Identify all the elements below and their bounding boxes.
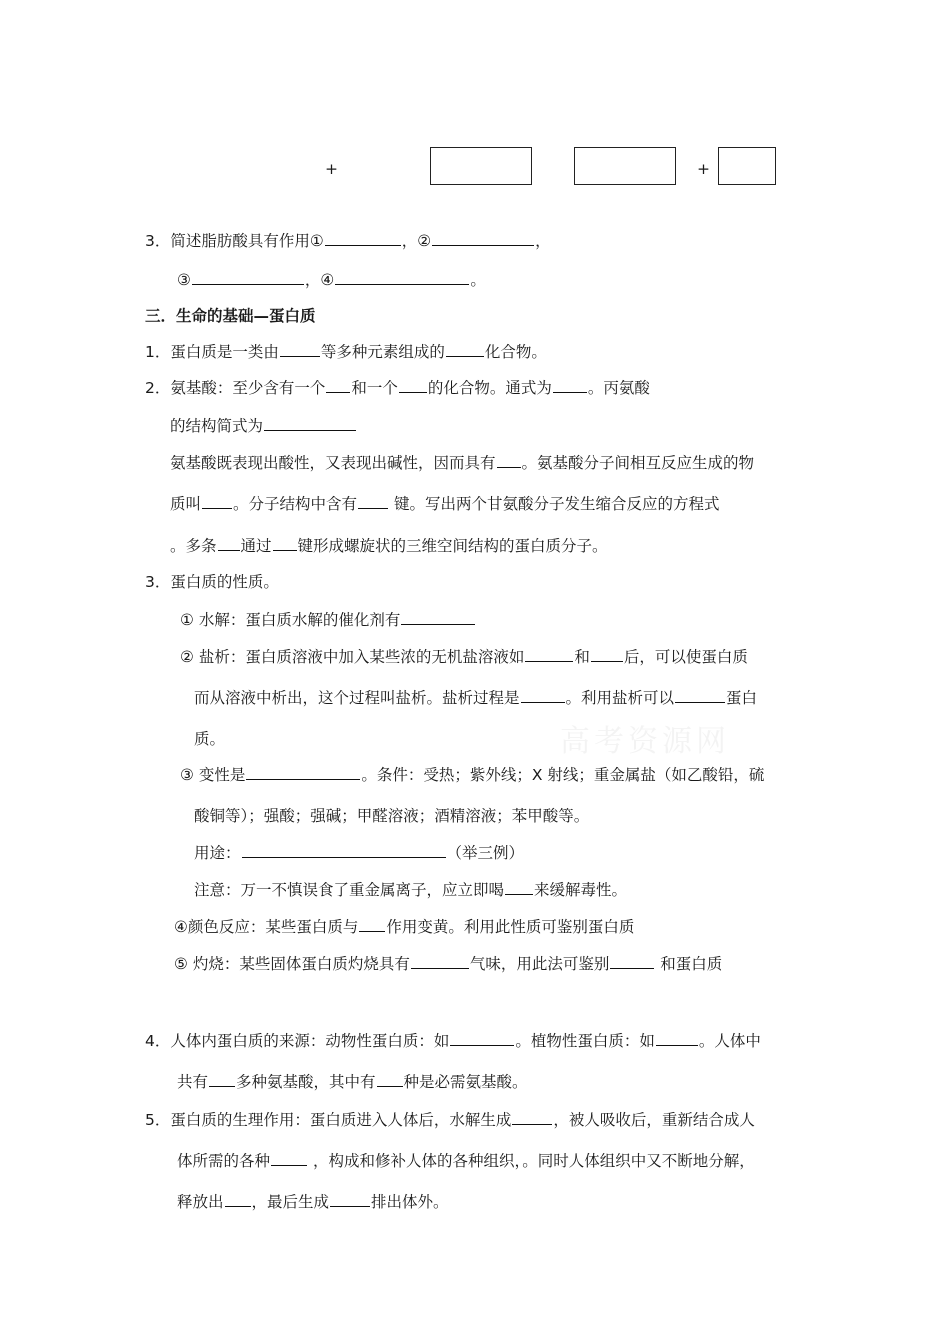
item2-line5: 。多条 通过 键形成螺旋状的三维空间结构的蛋白质分子。 xyxy=(170,537,608,555)
item3-note: 注意：万一不慎误食了重金属离子，应立即喝 来缓解毒性。 xyxy=(194,881,628,899)
item4-line1: 4．人体内蛋白质的来源：动物性蛋白质：如 。植物性蛋白质：如 。人体中 xyxy=(145,1032,761,1050)
formula-box-3 xyxy=(718,147,776,185)
item2-line1: 2．氨基酸：至少含有一个 和一个 的化合物。通式为 。丙氨酸 xyxy=(145,379,650,397)
plus-sign-2: + xyxy=(697,160,710,178)
item3-color-reaction: ④颜色反应：某些蛋白质与 作用变黄。利用此性质可鉴别蛋白质 xyxy=(174,918,635,936)
item3-denaturation-line1: ③ 变性是 。条件：受热；紫外线；X 射线；重金属盐（如乙酸铅，硫 xyxy=(180,766,765,784)
formula-box-1 xyxy=(430,147,532,185)
item3-salting-out-line1: ② 盐析：蛋白质溶液中加入某些浓的无机盐溶液如 和 后，可以使蛋白质 xyxy=(180,648,748,666)
item2-line2: 的结构简式为 xyxy=(170,414,357,436)
item5-line2: 体所需的各种 ，构成和修补人体的各种组织，。同时人体组织中又不断地分解， xyxy=(177,1152,755,1170)
item5-line1: 5．蛋白质的生理作用：蛋白质进入人体后，水解生成 ，被人吸收后，重新结合成人 xyxy=(145,1111,755,1129)
item3-burning: ⑤ 灼烧：某些固体蛋白质灼烧具有 气味，用此法可鉴别 和蛋白质 xyxy=(174,955,723,973)
item3-denaturation-line2: 酸铜等）；强酸；强碱；甲醛溶液；酒精溶液；苯甲酸等。 xyxy=(194,807,590,825)
item5-line3: 释放出 ，最后生成 排出体外。 xyxy=(177,1193,449,1211)
item1-line: 1．蛋白质是一类由 等多种元素组成的 化合物。 xyxy=(145,343,547,361)
item3-salting-out-line2: 而从溶液中析出，这个过程叫盐析。盐析过程是 。利用盐析可以 蛋白 xyxy=(194,689,758,707)
item2-line4: 质叫 。分子结构中含有 键。写出两个甘氨酸分子发生缩合反应的方程式 xyxy=(170,495,720,513)
formula-box-2 xyxy=(574,147,676,185)
item3-salting-out-line3: 质。 xyxy=(194,730,226,748)
item3-uses: 用途： （举三例） xyxy=(194,844,525,862)
section-heading: 三．生命的基础—蛋白质 xyxy=(145,307,316,325)
item4-line2: 共有 多种氨基酸，其中有 种是必需氨基酸。 xyxy=(177,1073,528,1091)
watermark: 高考资源网 xyxy=(560,724,730,759)
item3-title: 3．蛋白质的性质。 xyxy=(145,573,279,591)
item3-hydrolysis: ① 水解：蛋白质水解的催化剂有 xyxy=(180,608,476,630)
q3-fatty-acid-line2: ③ ，④ 。 xyxy=(177,271,486,289)
plus-sign-1: + xyxy=(325,160,338,178)
q3-fatty-acid-line1: 3．简述脂肪酸具有作用① ，② ， xyxy=(145,232,551,250)
item2-line3: 氨基酸既表现出酸性，又表现出碱性，因而具有 。氨基酸分子间相互反应生成的物 xyxy=(170,454,755,472)
